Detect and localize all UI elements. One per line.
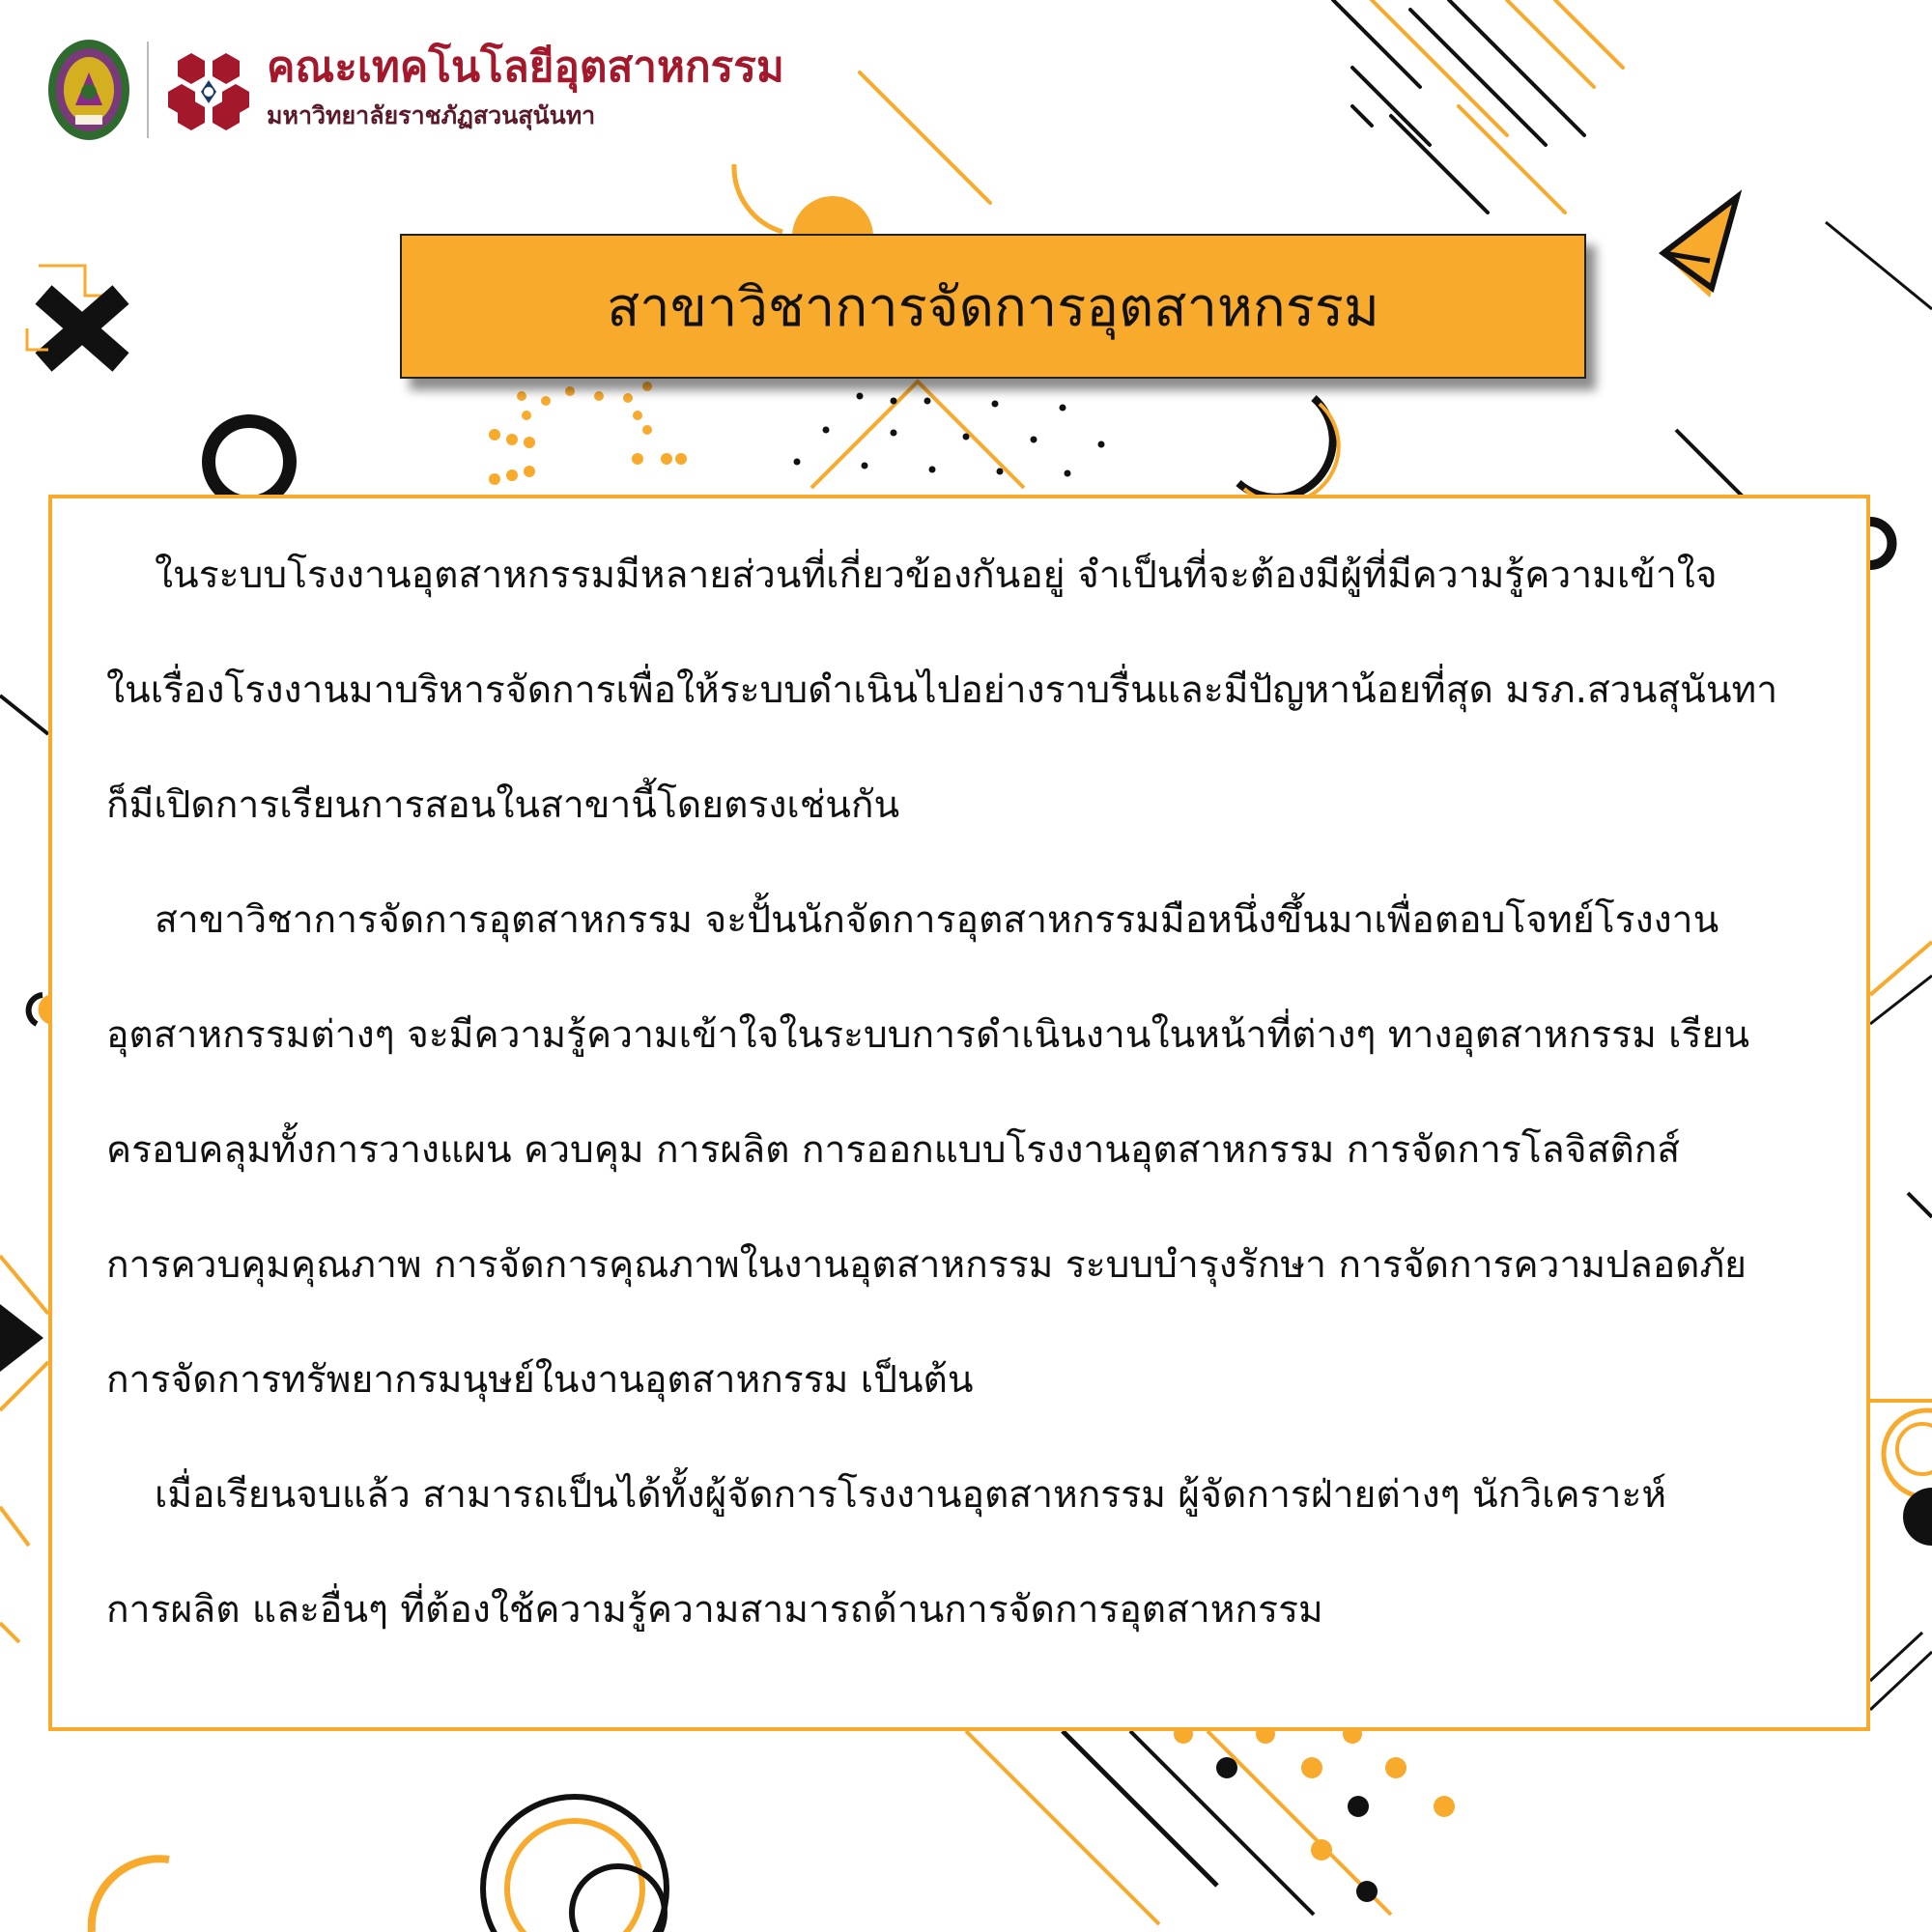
text-line: การควบคุมคุณภาพ การจัดการคุณภาพในงานอุตสาหกรรม ระบบบำรุงรักษา การจัดการความปลอดภัย <box>106 1243 1747 1287</box>
text-line: ในเรื่องโรงงานมาบริหารจัดการเพื่อให้ระบบดำเนินไปอย่างราบรื่นและมีปัญหาน้อยที่สุด มรภ.สวนสุนันทา <box>106 668 1778 712</box>
header <box>46 37 784 143</box>
content-box <box>48 495 1870 1731</box>
text-line: เมื่อเรียนจบแล้ว สามารถเป็นได้ทั้งผู้จัดการโรงงานอุตสาหกรรม ผู้จัดการฝ่ายต่างๆ นักวิเคราะห์ <box>155 1473 1667 1517</box>
text-line: ก็มีเปิดการเรียนการสอนในสาขานี้โดยตรงเช่นกัน <box>106 783 900 827</box>
faculty-hexagon-logo-icon <box>162 43 255 136</box>
title-banner <box>400 234 1586 379</box>
faculty-text <box>267 44 784 135</box>
bottom-stripes <box>966 1731 1391 1924</box>
text-line: การผลิต และอื่นๆ ที่ต้องใช้ความรู้ความสามารถด้านการจัดการอุตสาหกรรม <box>106 1588 1323 1632</box>
text-line: สาขาวิชาการจัดการอุตสาหกรรม จะปั้นนักจัดการอุตสาหกรรมมือหนึ่งขึ้นมาเพื่อตอบโจทย์โรงงาน <box>155 898 1719 942</box>
arc-decor <box>734 164 782 232</box>
arc-right-decor <box>1238 398 1333 497</box>
text-line: อุตสาหกรรมต่างๆ จะมีความรู้ความเข้าใจในระบบการดำเนินงานในหน้าที่ต่างๆ ทางอุตสาหกรรม เรียน <box>106 1013 1749 1057</box>
faculty-name: คณะเทคโนโลยีอุตสาหกรรม <box>267 42 784 92</box>
paragraph-2 <box>106 863 1812 1437</box>
text-line: การจัดการทรัพยากรมนุษย์ในงานอุตสาหกรรม เป็นต้น <box>106 1358 974 1402</box>
university-name: มหาวิทยาลัยราชภัฏสวนสุนันทา <box>267 101 596 130</box>
paragraph-1 <box>106 518 1812 863</box>
half-circle-decor <box>792 196 873 237</box>
text-line: ในระบบโรงงานอุตสาหกรรมมีหลายส่วนที่เกี่ยวข้องกันอยู่ จำเป็นที่จะต้องมีผู้ที่มีความรู้ความเข้าใจ <box>155 554 1718 597</box>
paper-plane-decor <box>1662 193 1739 298</box>
bottom-dots <box>1174 1724 1455 1902</box>
university-seal-icon <box>46 38 131 142</box>
diagonal-stripes-top-right <box>860 0 1623 213</box>
paragraph-3 <box>106 1437 1812 1667</box>
concentric-rings-bottom <box>483 1797 667 1932</box>
triangle-dots-decor <box>794 382 1105 488</box>
logo-divider <box>147 42 149 138</box>
arc-bottom-left <box>92 1859 169 1932</box>
page-title: สาขาวิชาการจัดการอุตสาหกรรม <box>607 275 1379 339</box>
ring-decor <box>209 421 290 502</box>
x-shape-decor <box>27 266 121 362</box>
dot-cluster-orange <box>489 382 687 485</box>
text-line: ครอบคลุมทั้งการวางแผน ควบคุม การผลิต การออกแบบโรงงานอุตสาหกรรม การจัดการโลจิสติกส์ <box>106 1128 1681 1172</box>
